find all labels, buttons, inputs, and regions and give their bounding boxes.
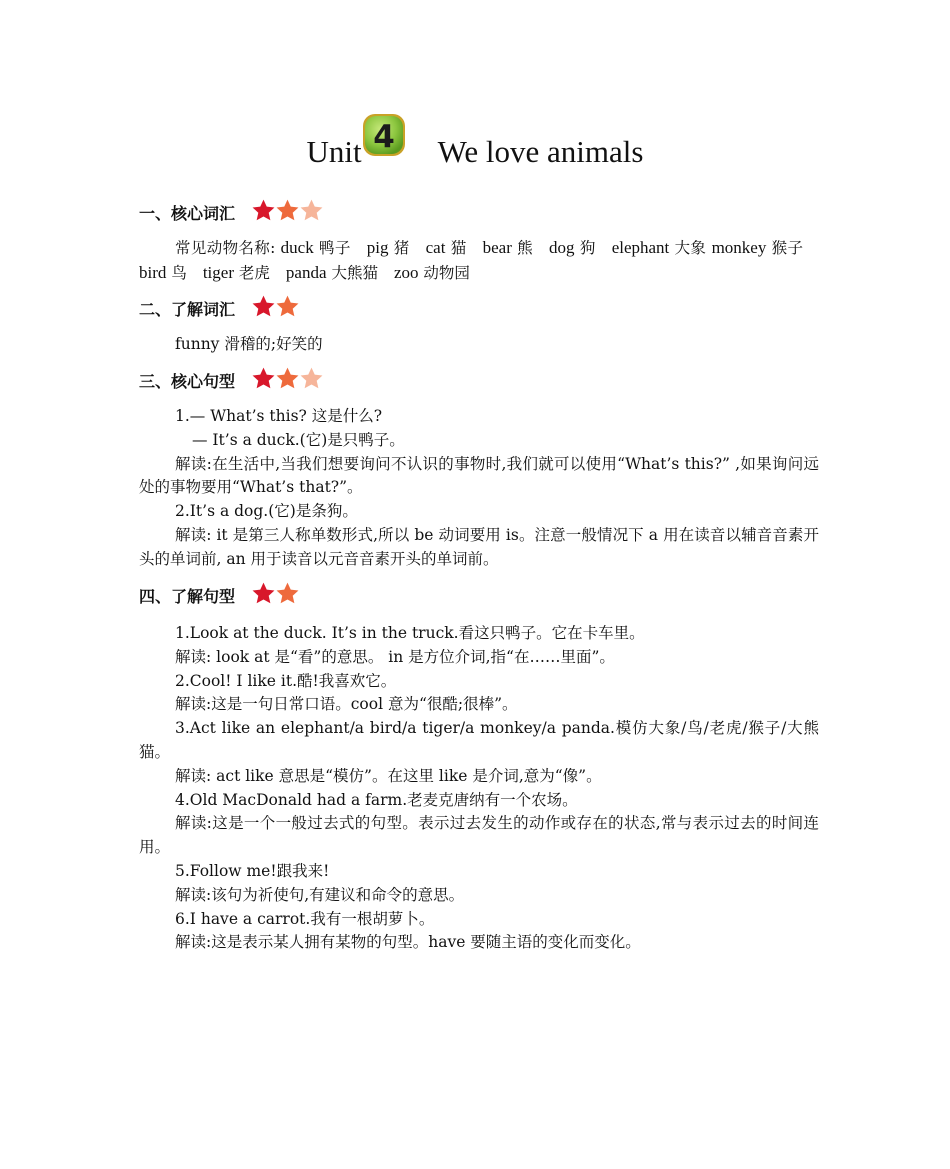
section-heading: 二、了解词汇 <box>139 297 819 323</box>
text-line: — It’s a duck.(它)是只鸭子。 <box>192 430 405 449</box>
unit-number: 4 <box>372 119 395 155</box>
star-icon <box>251 581 276 606</box>
star-icon <box>299 366 324 391</box>
star-rating <box>251 581 299 606</box>
star-icon <box>299 198 324 223</box>
star-icon <box>275 366 300 391</box>
text-line: 2.Cool! I like it.酷!我喜欢它。 <box>175 671 397 690</box>
text-line: 解读:在生活中,当我们想要询问不认识的事物时,我们就可以使用“What’s this?” ,如果询问远处的事物要用“What’s that?”。 <box>139 454 819 497</box>
section-extra-vocabulary <box>139 297 819 357</box>
text-line: 1.Look at the duck. It’s in the truck.看这只鸭子。它在卡车里。 <box>175 624 645 642</box>
unit-title-text: We love animals <box>437 134 644 169</box>
text-line: 解读:这是一个一般过去式的句型。表示过去发生的动作或存在的状态,常与表示过去的时间连用。 <box>139 814 819 857</box>
star-icon <box>251 198 276 223</box>
unit-title <box>0 112 950 172</box>
unit-title-prefix: Unit <box>306 134 362 169</box>
text-line: 解读:该句为祈使句,有建议和命令的意思。 <box>175 885 465 904</box>
text-line: 解读: it 是第三人称单数形式,所以 be 动词要用 is。注意一般情况下 a 用在读音以辅音音素开头的单词前, an 用于读音以元音音素开头的单词前。 <box>139 525 819 568</box>
section-core-sentences <box>139 369 819 572</box>
star-icon <box>251 294 276 319</box>
text-line: 1.— What’s this? 这是什么? <box>175 407 383 425</box>
text-line: 解读:这是表示某人拥有某物的句型。have 要随主语的变化而变化。 <box>175 933 641 952</box>
unit-badge-icon <box>360 111 408 159</box>
section-heading: 三、核心句型 <box>139 369 819 395</box>
text-line: 解读: act like 意思是“模仿”。在这里 like 是介词,意为“像”。 <box>175 766 602 785</box>
star-rating <box>251 198 323 223</box>
star-icon <box>275 198 300 223</box>
text-line: 3.Act like an elephant/a bird/a tiger/a monkey/a panda.模仿大象/鸟/老虎/猴子/大熊猫。 <box>139 719 819 761</box>
star-icon <box>275 581 300 606</box>
text-line: 5.Follow me!跟我来! <box>175 861 330 880</box>
star-rating <box>251 294 299 319</box>
section-heading: 四、了解句型 <box>139 584 819 610</box>
text-line: 6.I have a carrot.我有一根胡萝卜。 <box>175 909 435 928</box>
star-icon <box>251 366 276 391</box>
vocab-line: 常见动物名称: duck 鸭子 pig 猪 cat 猫 bear 熊 dog 狗 elephant 大象 monkey 猴子bird 鸟 tiger 老虎 panda 大熊猫 zoo 动物园 <box>139 238 804 282</box>
text-line: 解读: look at 是“看”的意思。 in 是方位介词,指“在……里面”。 <box>175 647 615 666</box>
section-core-vocabulary <box>139 201 819 286</box>
unit-number-badge <box>360 117 410 165</box>
text-line: 2.It’s a dog.(它)是条狗。 <box>175 502 358 521</box>
star-icon <box>275 294 300 319</box>
text-line: 解读:这是一句日常口语。cool 意为“很酷;很棒”。 <box>175 695 518 714</box>
section-extra-sentences <box>139 584 819 955</box>
section-heading: 一、核心词汇 <box>139 201 819 227</box>
text-line: 4.Old MacDonald had a farm.老麦克唐纳有一个农场。 <box>175 790 578 809</box>
star-rating <box>251 366 323 391</box>
text-line: funny 滑稽的;好笑的 <box>175 335 323 353</box>
